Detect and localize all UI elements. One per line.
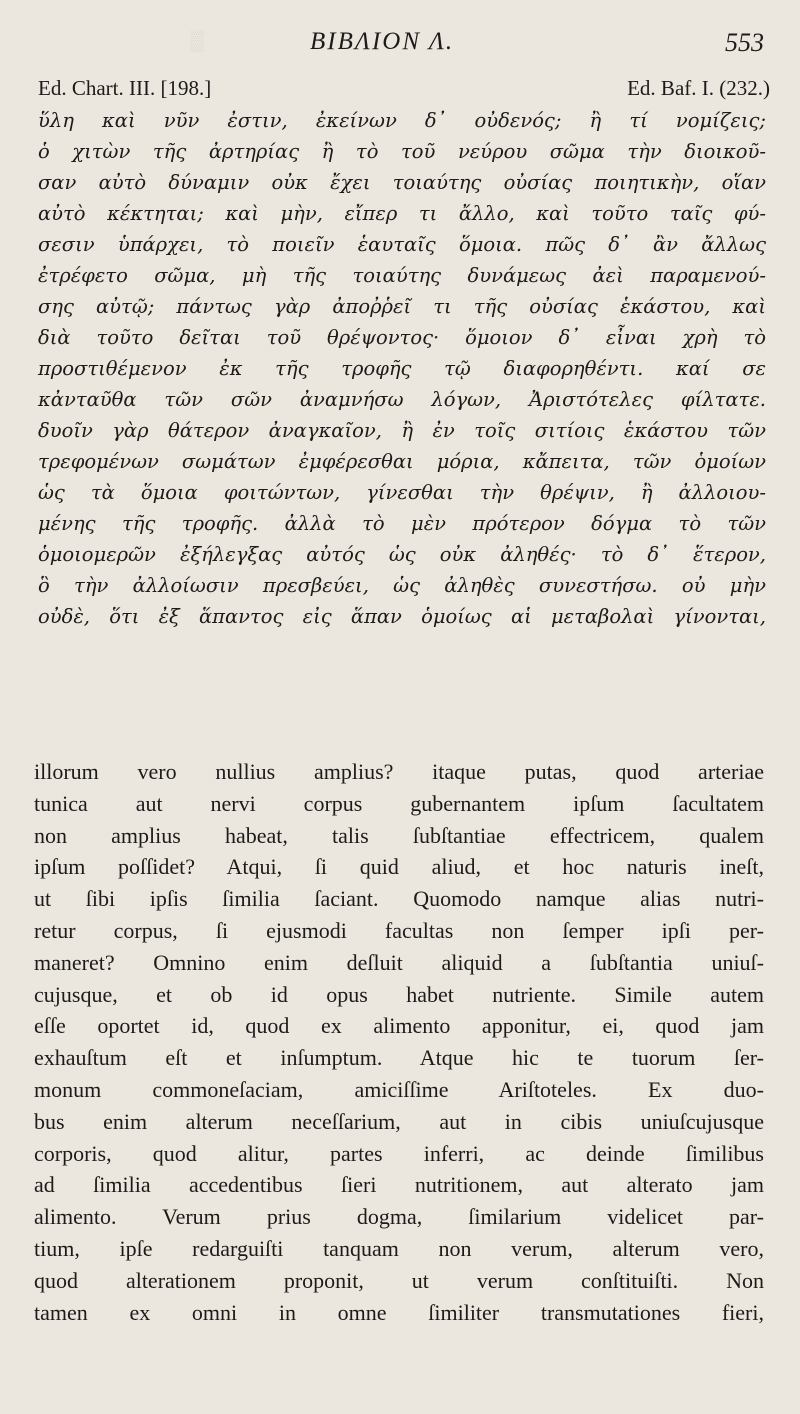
latin-line: cujusque, et ob id opus habet nutriente. Simile autem xyxy=(34,981,764,1007)
greek-line: μένης τῆς τροφῆς. ἀλλὰ τὸ μὲν πρότερον δόγμα τὸ τῶν xyxy=(38,512,766,535)
edition-reference-right: Ed. Baf. I. (232.) xyxy=(627,76,770,100)
greek-line: σεσιν ὑπάρχει, τὸ ποιεῖν ἑαυταῖς ὅμοια. πῶς δ᾽ ἂν ἄλλως xyxy=(38,233,766,256)
latin-line: corporis, quod alitur, partes inferri, ac deinde ſimilibus xyxy=(34,1140,764,1166)
greek-line: ὁμοιομερῶν ἐξήλεγξας αὐτός ὡς οὐκ ἀληθές· τὸ δ᾽ ἕτερον, xyxy=(38,543,766,566)
greek-line: ὕλη καὶ νῦν ἐστιν, ἐκείνων δ᾽ οὐδενός; ἢ τί νομίζεις; xyxy=(38,109,766,132)
latin-text-block xyxy=(34,756,764,1328)
latin-line: ipſum poſſidet? Atqui, ſi quid aliud, et hoc naturis ineſt, xyxy=(34,854,764,880)
running-title: ΒΙΒΛΙΟΝ Λ. xyxy=(310,28,455,55)
page-number: 553 xyxy=(725,28,764,57)
latin-line: tium, ipſe redarguiſti tanquam non verum, alterum vero, xyxy=(34,1235,764,1261)
latin-line: tamen ex omni in omne ſimiliter transmutationes fieri, xyxy=(34,1299,764,1325)
bleed-through-ink: ▒ xyxy=(190,30,205,52)
latin-line: maneret? Omnino enim deſluit aliquid a ſubſtantia uniuſ- xyxy=(34,949,764,975)
greek-line: κἀνταῦθα τῶν σῶν ἀναμνήσω λόγων, Ἀριστότελες φίλτατε. xyxy=(38,388,766,411)
greek-line: σης αὐτῷ; πάντως γὰρ ἀποῤῥεῖ τι τῆς οὐσίας ἑκάστου, καὶ xyxy=(38,295,766,318)
latin-line: tunica aut nervi corpus gubernantem ipſum ſacultatem xyxy=(34,790,764,816)
greek-line: δυοῖν γὰρ θάτερον ἀναγκαῖον, ἢ ἐν τοῖς σιτίοις ἑκάστου τῶν xyxy=(38,419,766,442)
latin-line: ut ſibi ipſis ſimilia ſaciant. Quomodo namque alias nutri- xyxy=(34,886,764,912)
latin-line: monum commoneſaciam, amiciſſime Ariſtoteles. Ex duo- xyxy=(34,1076,764,1102)
greek-line: προστιθέμενον ἐκ τῆς τροφῆς τῷ διαφορηθέντι. καί σε xyxy=(38,357,766,380)
latin-line: bus enim alterum neceſſarium, aut in cibis uniuſcujusque xyxy=(34,1108,764,1134)
latin-line: ad ſimilia accedentibus ſieri nutritionem, aut alterato jam xyxy=(34,1172,764,1198)
latin-line: alimento. Verum prius dogma, ſimilarium videlicet par- xyxy=(34,1204,764,1230)
greek-line: σαν αὐτὸ δύναμιν οὐκ ἔχει τοιαύτης οὐσίας ποιητικὴν, οἵαν xyxy=(38,171,766,194)
greek-text-block xyxy=(38,105,766,632)
greek-line: ἐτρέφετο σῶμα, μὴ τῆς τοιαύτης δυνάμεως ἀεὶ παραμενού- xyxy=(38,264,766,287)
latin-line: retur corpus, ſi ejusmodi facultas non ſemper ipſi per- xyxy=(34,917,764,943)
greek-line: ὁ χιτὼν τῆς ἀρτηρίας ἢ τὸ τοῦ νεύρου σῶμα τὴν διοικοῦ- xyxy=(38,140,766,163)
greek-line: ὡς τὰ ὅμοια φοιτώντων, γίνεσθαι τὴν θρέψιν, ἢ ἀλλοιου- xyxy=(38,481,766,504)
latin-line: quod alterationem proponit, ut verum conſtituiſti. Non xyxy=(34,1267,764,1293)
latin-line: eſſe oportet id, quod ex alimento apponitur, ei, quod jam xyxy=(34,1013,764,1039)
greek-line: διὰ τοῦτο δεῖται τοῦ θρέψοντος· ὅμοιον δ᾽ εἶναι χρὴ τὸ xyxy=(38,326,766,349)
greek-line: οὐδὲ, ὅτι ἐξ ἅπαντος εἰς ἅπαν ὁμοίως αἱ μεταβολαὶ γίνονται, xyxy=(38,605,766,628)
greek-line: αὐτὸ κέκτηται; καὶ μὴν, εἴπερ τι ἄλλο, καὶ τοῦτο ταῖς φύ- xyxy=(38,202,766,225)
greek-line: ὃ τὴν ἀλλοίωσιν πρεσβεύει, ὡς ἀληθὲς συνεστήσω. οὐ μὴν xyxy=(38,574,766,597)
latin-line: illorum vero nullius amplius? itaque putas, quod arteriae xyxy=(34,759,764,784)
greek-line: τρεφομένων σωμάτων ἐμφέρεσθαι μόρια, κἄπειτα, τῶν ὁμοίων xyxy=(38,450,766,473)
edition-reference-left: Ed. Chart. III. [198.] xyxy=(38,76,212,100)
latin-line: non amplius habeat, talis ſubſtantiae effectricem, qualem xyxy=(34,822,764,848)
latin-line: exhauſtum eſt et inſumptum. Atque hic te tuorum ſer- xyxy=(34,1045,764,1071)
